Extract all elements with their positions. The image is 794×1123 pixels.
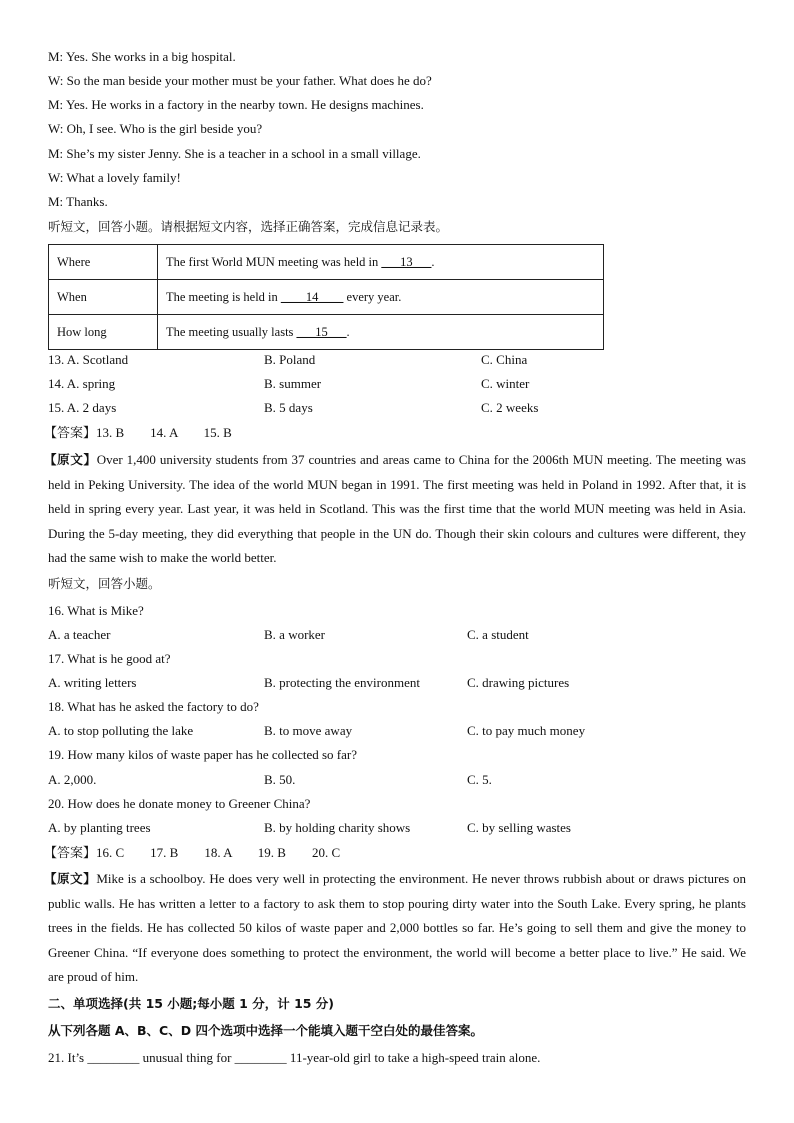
part2-heading: 二、单项选择(共 15 小题;每小题 1 分，计 15 分) xyxy=(48,996,335,1011)
original-text-paragraph xyxy=(44,448,746,571)
option-b: B. a worker xyxy=(264,627,326,642)
option-a: 14. A. spring xyxy=(48,376,116,391)
option-b: B. to move away xyxy=(264,723,353,738)
table-text: every year. xyxy=(343,289,402,304)
answer-blank: ___15___ xyxy=(296,324,347,339)
question-stem: 19. How many kilos of waste paper has he collected so far? xyxy=(48,747,358,762)
dialogue-line: M: Yes. He works in a factory in the nearby town. He designs machines. xyxy=(48,97,424,112)
dialogue-line: M: Thanks. xyxy=(48,194,108,209)
answer-key: 【答案】13. B 14. A 15. B xyxy=(44,425,232,440)
table-content-cell xyxy=(158,315,604,350)
option-a: A. 2,000. xyxy=(48,772,97,787)
table-row xyxy=(49,315,604,350)
option-c: C. drawing pictures xyxy=(467,675,570,690)
table-label-cell: How long xyxy=(49,315,158,350)
original-label: 【原文】 xyxy=(44,452,97,467)
option-b: B. summer xyxy=(264,376,322,391)
table-row xyxy=(49,245,604,280)
question-stem: 16. What is Mike? xyxy=(48,603,144,618)
option-c: C. China xyxy=(481,352,528,367)
section2-instruction: 听短文，回答小题。 xyxy=(48,576,161,591)
info-record-table xyxy=(48,244,604,350)
section1-instruction: 听短文，回答小题。请根据短文内容，选择正确答案，完成信息记录表。 xyxy=(48,219,449,234)
option-a: 15. A. 2 days xyxy=(48,400,117,415)
table-content-cell xyxy=(158,245,604,280)
table-text: . xyxy=(346,324,350,339)
original-label: 【原文】 xyxy=(44,871,97,886)
option-a: A. a teacher xyxy=(48,627,111,642)
option-c: C. 2 weeks xyxy=(481,400,539,415)
dialogue-line: M: Yes. She works in a big hospital. xyxy=(48,49,236,64)
option-b: B. by holding charity shows xyxy=(264,820,411,835)
question-stem: 20. How does he donate money to Greener China? xyxy=(48,796,311,811)
option-c: C. a student xyxy=(467,627,529,642)
option-c: C. 5. xyxy=(467,772,492,787)
answer-key: 【答案】16. C 17. B 18. A 19. B 20. C xyxy=(44,845,341,860)
table-label-cell: When xyxy=(49,280,158,315)
option-b: B. 5 days xyxy=(264,400,313,415)
question-stem: 18. What has he asked the factory to do? xyxy=(48,699,259,714)
dialogue-line: W: So the man beside your mother must be your father. What does he do? xyxy=(48,73,432,88)
option-c: C. by selling wastes xyxy=(467,820,571,835)
table-content-cell xyxy=(158,280,604,315)
table-label-cell: Where xyxy=(49,245,158,280)
option-c: C. winter xyxy=(481,376,530,391)
answer-blank: ___13___ xyxy=(381,254,432,269)
table-text: . xyxy=(431,254,435,269)
table-text: The meeting usually lasts xyxy=(166,324,297,339)
option-a: A. writing letters xyxy=(48,675,137,690)
option-c: C. to pay much money xyxy=(467,723,586,738)
option-a: A. by planting trees xyxy=(48,820,151,835)
option-b: B. Poland xyxy=(264,352,316,367)
dialogue-line: M: She’s my sister Jenny. She is a teacher in a school in a small village. xyxy=(48,146,421,161)
answer-blank: ____14____ xyxy=(280,289,344,304)
original-text: Mike is a schoolboy. He does very well in protecting the environment. He never throws rubbish about or draws pictures on public walls. He has written a letter to a factory to ask them to stop pouring dirty water into the South Lake. Every spring, he plants trees in the fields. He has collected 50 kilos of waste paper and 2,000 bottles so far. He’s going to sell them and give the money to Greener China. “If everyone does something to protect the environment, the world will become a better place to live.” He said. We are proud of him. xyxy=(48,871,746,984)
original-text: Over 1,400 university students from 37 countries and areas came to China for the 2006th MUN meeting. The meeting was held in Peking University. The idea of the world MUN began in 1991. The first meeting was held in Poland in 1992. After that, it is held in spring every year. Last year, it was held in Scotland. This was the first time that the world MUN meeting was held in Asia. During the 5-day meeting, they did everything that people in the UN do. Though their skin colours and cultures were different, they had the same wish to make the world better. xyxy=(48,452,746,565)
question-stem: 21. It’s ________ unusual thing for ________ 11-year-old girl to take a high-speed train alone. xyxy=(48,1050,541,1065)
option-a: A. to stop polluting the lake xyxy=(48,723,194,738)
dialogue-line: W: What a lovely family! xyxy=(48,170,181,185)
question-stem: 17. What is he good at? xyxy=(48,651,171,666)
option-b: B. protecting the environment xyxy=(264,675,420,690)
table-text: The first World MUN meeting was held in xyxy=(166,254,382,269)
original-text-paragraph xyxy=(44,867,746,990)
option-b: B. 50. xyxy=(264,772,296,787)
dialogue-line: W: Oh, I see. Who is the girl beside you? xyxy=(48,121,263,136)
part2-instruction: 从下列各题 A、B、C、D 四个选项中选择一个能填入题干空白处的最佳答案。 xyxy=(48,1023,483,1038)
option-a: 13. A. Scotland xyxy=(48,352,129,367)
table-text: The meeting is held in xyxy=(166,289,281,304)
table-row xyxy=(49,280,604,315)
